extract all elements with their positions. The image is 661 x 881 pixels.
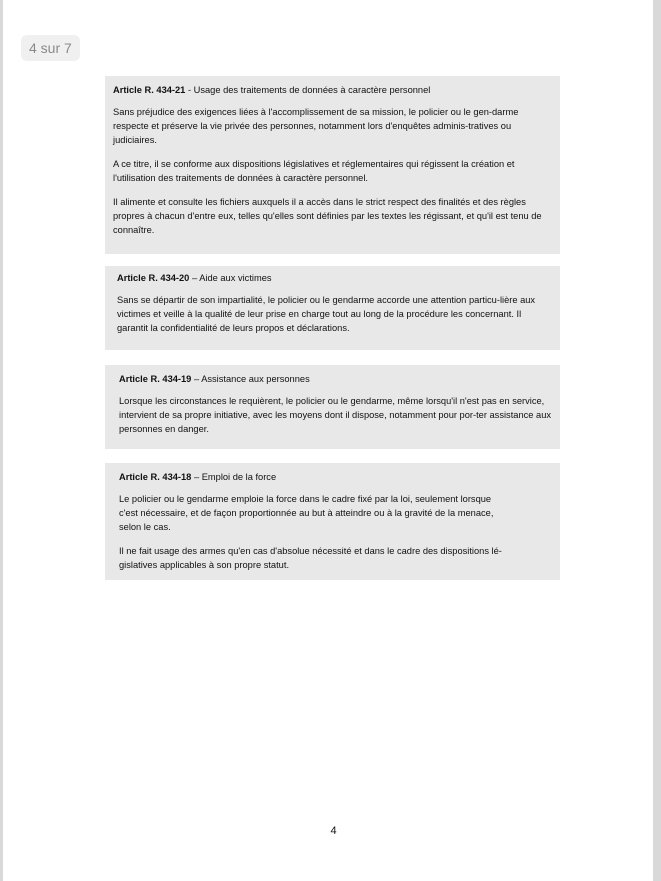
article-block-r434-21 — [105, 76, 560, 254]
document-page — [3, 0, 653, 881]
article-heading — [117, 271, 552, 285]
article-paragraph: Le policier ou le gendarme emploie la force dans le cadre fixé par la loi, seulement lorsque c'est nécessaire, et de façon proportionnée au but à atteindre ou à la gravité de la menace, selon le cas. — [119, 494, 494, 532]
article-number: Article R. 434-21 — [113, 85, 186, 95]
article-heading — [113, 83, 552, 97]
heading-separator: - — [185, 85, 194, 95]
article-number: Article R. 434-19 — [119, 374, 192, 384]
page-number: 4 — [330, 825, 337, 837]
article-title: Assistance aux personnes — [201, 374, 310, 384]
article-block-r434-19 — [105, 365, 560, 449]
article-title: Emploi de la force — [201, 472, 277, 482]
article-paragraph: Il alimente et consulte les fichiers auxquels il a accès dans le strict respect des finalités et des règles propres à chacun d'entre eux, telles qu'elles sont définies par les textes les régissant, et qu'il est tenu de connaître. — [113, 197, 542, 235]
article-title: Aide aux victimes — [199, 273, 272, 283]
article-number: Article R. 434-18 — [119, 472, 192, 482]
article-title: Usage des traitements de données à caractère personnel — [193, 85, 431, 95]
article-paragraph: Lorsque les circonstances le requièrent, le policier ou le gendarme, même lorsqu'il n'est pas en service, intervient de sa propre initiative, avec les moyens dont il dispose, notamment pour por-ter assistance aux personnes en danger. — [119, 396, 552, 434]
heading-separator: – — [191, 374, 202, 384]
article-paragraph: Sans préjudice des exigences liées à l'accomplissement de sa mission, le policier ou le gen-darme respecte et préserve la vie privée des personnes, notamment lors d'enquêtes adminis-tratives ou judiciaires. — [113, 107, 519, 145]
article-paragraph: A ce titre, il se conforme aux dispositions législatives et réglementaires qui régissent la création et l'utilisation des traitements de données à caractère personnel. — [113, 159, 515, 183]
heading-separator: – — [191, 472, 202, 482]
article-heading — [119, 470, 552, 484]
article-block-r434-18 — [105, 463, 560, 580]
article-heading — [119, 372, 552, 386]
article-number: Article R. 434-20 — [117, 273, 190, 283]
article-paragraph: Il ne fait usage des armes qu'en cas d'absolue nécessité et dans le cadre des dispositions lé-gislatives applicables à son propre statut. — [119, 546, 502, 570]
article-paragraph: Sans se départir de son impartialité, le policier ou le gendarme accorde une attention particu-lière aux victimes et veille à la qualité de leur prise en charge tout au long de la procédure les concernant. Il garantit la confidentialité de leurs propos et déclarations. — [117, 295, 536, 333]
page-indicator: 4 sur 7 — [21, 35, 80, 61]
article-block-r434-20 — [105, 266, 560, 350]
heading-separator: – — [189, 273, 200, 283]
